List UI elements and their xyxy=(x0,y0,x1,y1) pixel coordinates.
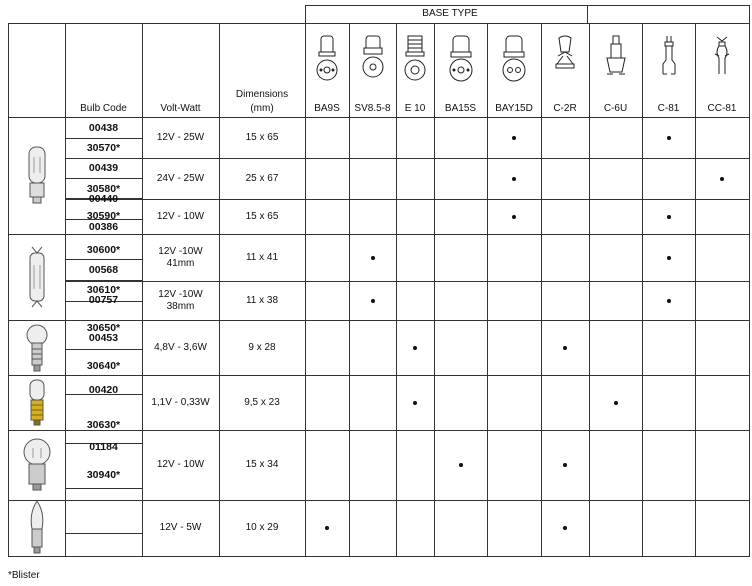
base-match-dot xyxy=(614,401,618,405)
bayonet-bulb-icon xyxy=(12,430,62,500)
col-divider xyxy=(349,23,350,557)
col-divider xyxy=(219,23,220,557)
dimensions-value: 11 x 38 xyxy=(245,295,279,306)
col-divider xyxy=(749,5,750,24)
tubular-bulb-icon xyxy=(12,117,62,234)
blister-code: 30940* xyxy=(86,469,121,481)
cc-81-filament-icon xyxy=(707,34,737,82)
col-divider xyxy=(642,23,643,557)
col-divider xyxy=(396,23,397,557)
row-divider xyxy=(65,234,750,235)
dimensions-value: 10 x 29 xyxy=(245,522,279,533)
volt-watt-value: 12V - 5W xyxy=(159,522,202,533)
bulb-code: 00438 xyxy=(88,122,119,134)
base-type-title: BASE TYPE xyxy=(422,8,478,19)
code-split-line xyxy=(65,349,143,350)
header-bottom-border xyxy=(8,117,750,118)
base-match-dot xyxy=(371,256,375,260)
base-label-e-10: E 10 xyxy=(404,103,426,114)
col-divider xyxy=(305,5,306,24)
bulb-code: 00568 xyxy=(88,264,119,276)
dimensions-value: 15 x 65 xyxy=(245,211,279,222)
row-divider xyxy=(65,375,750,376)
bulb-code-header: Bulb Code xyxy=(80,103,127,114)
code-split-line xyxy=(65,533,143,534)
candle-bulb-icon xyxy=(12,500,62,556)
code-split-line xyxy=(65,138,143,139)
base-match-dot xyxy=(325,526,329,530)
round-screw-bulb-icon xyxy=(12,320,62,375)
col-divider xyxy=(587,5,588,24)
volt-watt-value: 24V - 25W xyxy=(156,173,205,184)
ba9s-base-icon xyxy=(312,34,342,82)
e10-base-icon xyxy=(400,34,430,82)
row-divider xyxy=(65,281,750,282)
row-divider xyxy=(65,158,750,159)
row-divider xyxy=(65,500,750,501)
c-6u-filament-icon xyxy=(601,34,631,82)
blister-code: 30630* xyxy=(86,419,121,431)
base-match-dot xyxy=(459,463,463,467)
base-label-cc-81: CC-81 xyxy=(707,103,737,114)
base-match-dot xyxy=(413,346,417,350)
col-divider xyxy=(589,23,590,557)
ba15s-base-icon xyxy=(446,34,476,82)
bay15d-base-icon xyxy=(499,34,529,82)
base-type-top-border xyxy=(305,5,750,6)
volt-watt-value: 1,1V - 0,33W xyxy=(151,397,210,408)
volt-watt-value: 12V -10W xyxy=(158,246,203,257)
base-match-dot xyxy=(371,299,375,303)
sv8-5-8-base-icon xyxy=(358,34,388,82)
col-divider xyxy=(8,23,9,557)
footnote: *Blister xyxy=(8,570,40,581)
blister-code: 30610* xyxy=(86,284,121,296)
base-match-dot xyxy=(563,463,567,467)
row-divider xyxy=(65,199,750,200)
bulb-code: 01184 xyxy=(89,441,118,453)
base-match-dot xyxy=(720,177,724,181)
bulb-code: 00386 xyxy=(88,221,119,233)
c-81-filament-icon xyxy=(654,34,684,82)
row-divider xyxy=(65,556,750,557)
base-label-c-6u: C-6U xyxy=(603,103,628,114)
col-divider xyxy=(541,23,542,557)
base-label-sv8-5-8: SV8.5-8 xyxy=(354,103,391,114)
row-divider xyxy=(65,430,750,431)
code-split-line xyxy=(65,280,143,281)
bulb-length-value: 41mm xyxy=(166,258,195,269)
blister-code: 30580* xyxy=(86,183,121,195)
code-split-line xyxy=(65,178,143,179)
volt-watt-value: 4,8V - 3,6W xyxy=(154,342,207,353)
base-match-dot xyxy=(667,256,671,260)
blister-code: 30650* xyxy=(86,322,121,334)
blister-code: 30640* xyxy=(86,360,121,372)
dimensions-value: 11 x 41 xyxy=(245,252,279,263)
blister-code: 30590* xyxy=(86,210,121,222)
base-match-dot xyxy=(512,215,516,219)
base-label-ba9s: BA9S xyxy=(314,103,340,114)
base-match-dot xyxy=(667,215,671,219)
base-match-dot xyxy=(667,136,671,140)
blister-code: 30600* xyxy=(86,244,121,256)
bulb-length-value: 38mm xyxy=(166,301,195,312)
base-label-c-81: C-81 xyxy=(657,103,680,114)
base-match-dot xyxy=(413,401,417,405)
dimensions-value: 25 x 67 xyxy=(245,173,279,184)
base-match-dot xyxy=(667,299,671,303)
blister-code: 30570* xyxy=(86,142,121,154)
bulb-code: 00420 xyxy=(88,384,119,396)
bulb-code: 00453 xyxy=(88,332,119,344)
dimensions-value: 15 x 65 xyxy=(245,132,279,143)
volt-watt-value: 12V -10W xyxy=(158,289,203,300)
header-top-border xyxy=(8,23,750,24)
volt-watt-value: 12V - 10W xyxy=(156,459,205,470)
base-match-dot xyxy=(512,177,516,181)
c-2r-filament-icon xyxy=(550,34,580,82)
base-match-dot xyxy=(563,346,567,350)
code-split-line xyxy=(65,259,143,260)
volt-watt-header: Volt-Watt xyxy=(160,103,201,114)
col-divider xyxy=(305,23,306,557)
dimensions-value: 9 x 28 xyxy=(248,342,276,353)
dimensions-unit-header: (mm) xyxy=(250,103,274,114)
row-divider xyxy=(65,320,750,321)
base-match-dot xyxy=(563,526,567,530)
code-split-line xyxy=(65,488,143,489)
volt-watt-value: 12V - 10W xyxy=(156,211,205,222)
base-label-bay15d: BAY15D xyxy=(495,103,533,114)
yellow-screw-bulb-icon xyxy=(12,375,62,430)
base-label-ba15s: BA15S xyxy=(444,103,477,114)
col-divider xyxy=(487,23,488,557)
bulb-code: 00439 xyxy=(88,162,119,174)
col-divider xyxy=(695,23,696,557)
dimensions-value: 9,5 x 23 xyxy=(244,397,280,408)
col-divider xyxy=(749,23,750,557)
base-label-c-2r: C-2R xyxy=(553,103,577,114)
bulb-code: 00757 xyxy=(88,294,119,306)
dimensions-header: Dimensions xyxy=(235,89,289,100)
festoon-bulb-icon xyxy=(12,234,62,320)
col-divider xyxy=(434,23,435,557)
volt-watt-value: 12V - 25W xyxy=(156,132,205,143)
base-match-dot xyxy=(512,136,516,140)
dimensions-value: 15 x 34 xyxy=(245,459,279,470)
bulb-code: 00440 xyxy=(88,193,119,205)
